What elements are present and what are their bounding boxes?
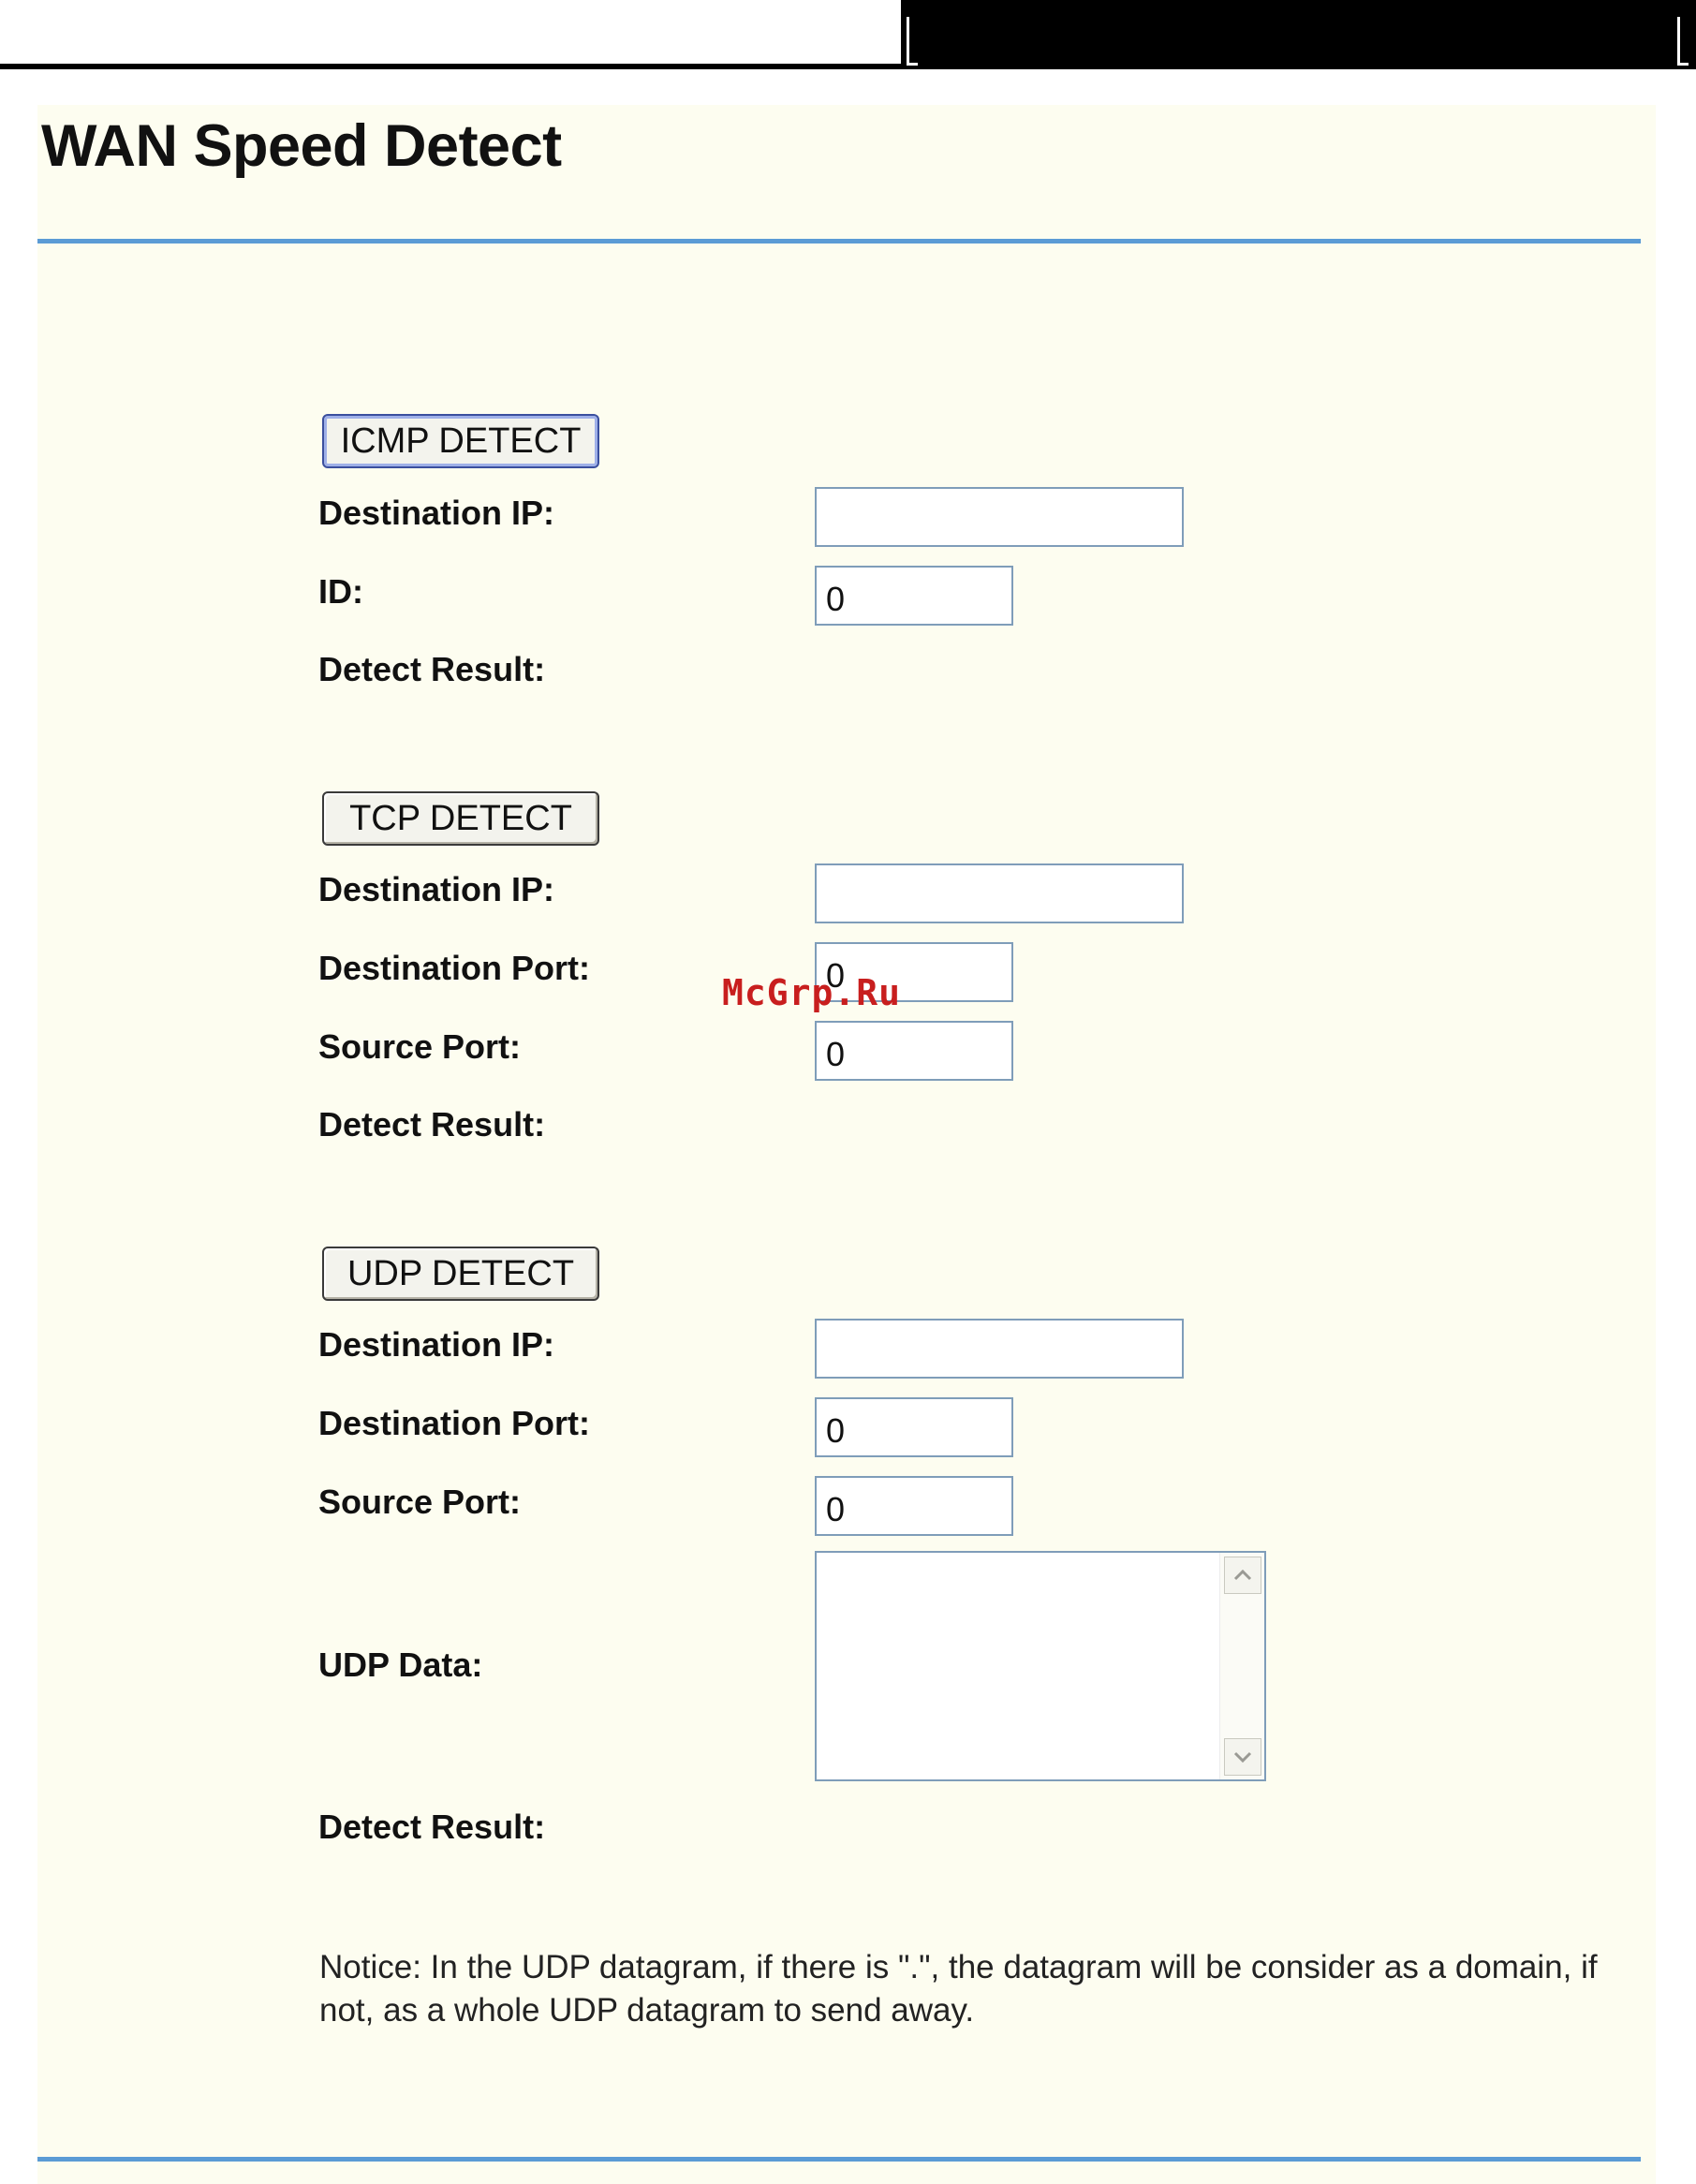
wan-speed-detect-panel [37, 105, 1656, 2184]
udp-data-label: UDP Data: [318, 1645, 483, 1684]
udp-detect-result-label: Detect Result: [318, 1808, 546, 1846]
tcp-detect-result-label: Detect Result: [318, 1105, 546, 1144]
header-divider [0, 64, 901, 69]
udp-data-textarea-frame [815, 1551, 1266, 1781]
udp-data-textarea[interactable] [817, 1553, 1219, 1779]
header-bar [901, 0, 1696, 69]
page-title: WAN Speed Detect [41, 113, 562, 179]
icmp-detect-button[interactable]: ICMP DETECT [322, 414, 599, 468]
icmp-destination-ip-input[interactable] [815, 487, 1184, 547]
udp-destination-ip-label: Destination IP: [318, 1325, 555, 1364]
udp-source-port-input[interactable] [815, 1476, 1013, 1536]
tcp-destination-ip-label: Destination IP: [318, 870, 555, 908]
scroll-down-button[interactable] [1224, 1738, 1261, 1776]
footer-divider [37, 2157, 1641, 2162]
tcp-source-port-label: Source Port: [318, 1027, 522, 1066]
tcp-destination-ip-input[interactable] [815, 863, 1184, 923]
icmp-id-label: ID: [318, 572, 363, 611]
tcp-detect-button[interactable]: TCP DETECT [322, 791, 599, 846]
udp-destination-port-input[interactable] [815, 1397, 1013, 1457]
chevron-down-icon [1232, 1750, 1253, 1763]
udp-destination-ip-input[interactable] [815, 1319, 1184, 1379]
header-corner-mark [907, 17, 918, 66]
icmp-id-input[interactable] [815, 566, 1013, 626]
tcp-source-port-input[interactable] [815, 1021, 1013, 1081]
udp-data-scrollbar[interactable] [1219, 1553, 1264, 1779]
udp-source-port-label: Source Port: [318, 1483, 522, 1521]
udp-notice-text: Notice: In the UDP datagram, if there is ".", the datagram will be consider as a domain, if not, as a whole UDP datagram to send away. [319, 1949, 1598, 2029]
icmp-detect-result-label: Detect Result: [318, 650, 546, 688]
tcp-destination-port-label: Destination Port: [318, 949, 591, 987]
watermark-text: McGrp.Ru [722, 972, 902, 1013]
header-corner-mark [1677, 17, 1689, 66]
chevron-up-icon [1232, 1569, 1253, 1582]
icmp-destination-ip-label: Destination IP: [318, 494, 555, 532]
scroll-up-button[interactable] [1224, 1557, 1261, 1594]
udp-destination-port-label: Destination Port: [318, 1404, 591, 1442]
udp-detect-button[interactable]: UDP DETECT [322, 1247, 599, 1301]
